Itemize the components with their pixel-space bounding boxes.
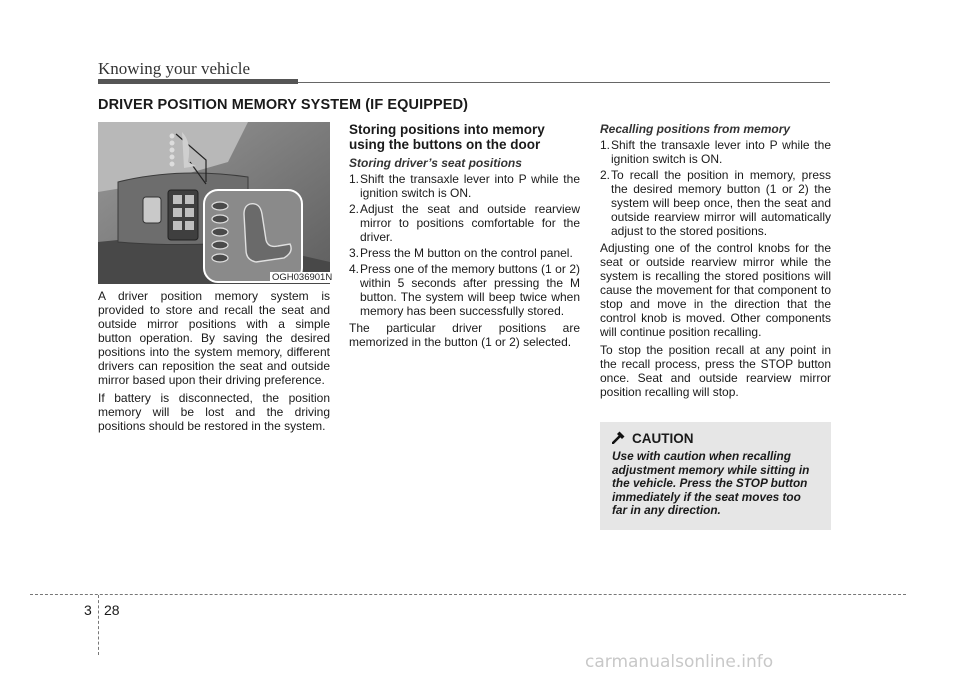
page-chapter: 3: [84, 602, 92, 618]
recalling-column: [600, 122, 831, 403]
step-text: Press one of the memory buttons (1 or 2) within 5 seconds after pressing the M button. The system will beep twice when memory has been successfully stored.: [360, 262, 580, 318]
step-text: To recall the position in memory, press the desired memory button (1 or 2) the system will beep once, then the seat and outside rearview mirror will automatically adjust to the stored positions.: [611, 168, 831, 238]
step-number: 2.: [600, 168, 611, 182]
list-item: [349, 202, 580, 244]
header-rule-thin: [298, 82, 830, 83]
step-number: 2.: [349, 202, 360, 216]
recalling-steps: [600, 138, 831, 238]
footer-divider: [30, 594, 906, 595]
figure-code: OGH036901N: [272, 272, 333, 283]
storing-heading: Storing positions into memory using the buttons on the door: [349, 122, 545, 152]
header-rule-thick: [98, 79, 298, 84]
list-item: [600, 138, 831, 166]
header-title: Knowing your vehicle: [98, 59, 251, 78]
list-item: [349, 172, 580, 200]
list-item: [600, 168, 831, 238]
intro-paragraph-1: A driver position memory system is provided to store and recall the seat and outside mirror positions with a simple button operation. By saving the desired positions into the system memory, different drivers can reposition the seat and outside mirror based upon their driving preference.: [98, 289, 330, 387]
recalling-subheading: Recalling positions from memory: [600, 122, 791, 136]
step-text: Shift the transaxle lever into P while the ignition switch is ON.: [611, 138, 831, 166]
list-item: [349, 262, 580, 318]
caution-label: CAUTION: [632, 431, 694, 446]
intro-column: [98, 289, 330, 437]
recalling-paragraph-1: Adjusting one of the control knobs for the seat or outside rearview mirror while the system is recalling the stored positions will cause the movement for that component to stop and move in the direction that the control knob is moved. Other components will continue position recalling.: [600, 241, 831, 339]
footer-vertical-divider: [98, 595, 99, 655]
caution-header: [612, 430, 819, 447]
intro-paragraph-2: If battery is disconnected, the position memory will be lost and the driving positions should be restored in the system.: [98, 391, 330, 433]
recalling-paragraph-2: To stop the position recall at any point in the recall process, press the STOP button once. Seat and outside rearview mirror position recalling will stop.: [600, 343, 831, 399]
step-text: Adjust the seat and outside rearview mirror to positions comfortable for the driver.: [360, 202, 580, 244]
step-text: Press the M button on the control panel.: [360, 246, 573, 260]
storing-column: [349, 122, 580, 353]
step-number: 4.: [349, 262, 360, 276]
section-title: DRIVER POSITION MEMORY SYSTEM (IF EQUIPPED): [98, 97, 469, 113]
wrench-icon: [612, 430, 626, 447]
storing-subheading: Storing driver’s seat positions: [349, 156, 522, 170]
storing-steps: [349, 172, 580, 318]
list-item: [349, 246, 580, 260]
page-number: 28: [104, 602, 120, 618]
caution-text: Use with caution when recalling adjustment memory while sitting in the vehicle. Press the STOP button immediately if the seat moves too far in any direction.: [612, 449, 810, 518]
step-number: 3.: [349, 246, 360, 260]
step-text: Shift the transaxle lever into P while the ignition switch is ON.: [360, 172, 580, 200]
watermark: carmanualsonline.info: [585, 652, 774, 672]
door-memory-panel-photo: [98, 122, 330, 284]
storing-note: The particular driver positions are memorized in the button (1 or 2) selected.: [349, 321, 580, 349]
caution-box: [600, 422, 831, 530]
step-number: 1.: [349, 172, 360, 186]
step-number: 1.: [600, 138, 611, 152]
